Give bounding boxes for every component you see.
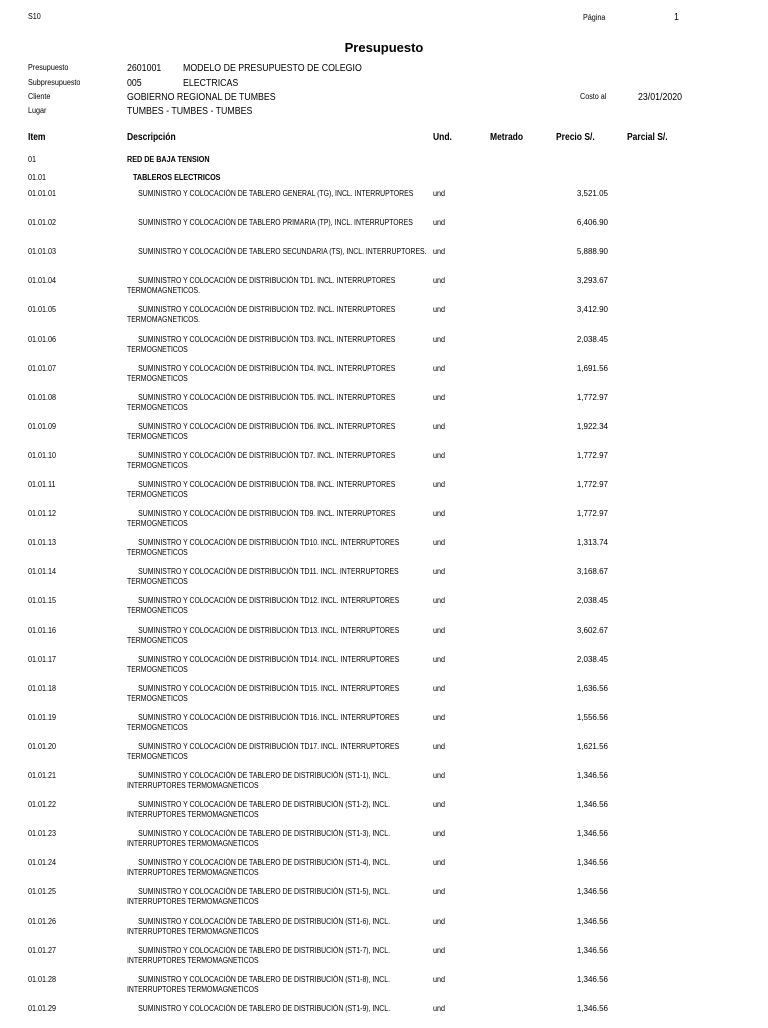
page-number: 1	[674, 12, 679, 23]
table-row	[0, 946, 768, 970]
row-price: 1,772.97	[576, 509, 608, 519]
row-item-code: 01.01.15	[28, 596, 57, 606]
report-code: S10	[28, 12, 41, 21]
table-row	[0, 713, 768, 737]
row-item-code: 01.01.21	[28, 771, 57, 780]
row-unit: und	[433, 392, 446, 402]
row-unit: und	[433, 247, 446, 257]
row-price: 2,038.45	[576, 596, 608, 606]
table-row	[0, 364, 768, 388]
row-unit: und	[433, 800, 446, 810]
table-row	[0, 335, 768, 359]
row-price: 1,691.56	[576, 363, 608, 373]
row-price: 1,346.56	[576, 974, 608, 984]
page-label: Página	[583, 13, 606, 22]
row-unit: und	[433, 450, 446, 460]
row-description-text: SUMINISTRO Y COLOCACIÓN DE DISTRIBUCIÓN TD17. INCL. INTERRUPTORES TERMOGNETICOS	[127, 741, 400, 761]
row-price: 1,621.56	[576, 741, 608, 751]
row-price: 1,922.34	[576, 421, 608, 431]
row-item-code: 01.01.12	[28, 509, 57, 519]
row-unit: und	[433, 421, 446, 431]
table-row	[0, 480, 768, 504]
row-unit: und	[433, 887, 446, 897]
row-description	[127, 917, 428, 937]
row-item-code: 01.01.27	[28, 945, 57, 955]
row-description-text: SUMINISTRO Y COLOCACIÓN DE TABLERO DE DISTRIBUCIÓN (ST1-1), INCL. INTERRUPTORES TERMOMAGNETICOS	[127, 771, 390, 790]
row-price: 1,772.97	[576, 392, 608, 402]
row-price: 3,602.67	[576, 625, 608, 635]
row-unit: und	[433, 509, 446, 519]
row-description-text: SUMINISTRO Y COLOCACIÓN DE DISTRIBUCIÓN TD12. INCL. INTERRUPTORES TERMOGNETICOS	[127, 596, 400, 616]
row-item-code: 01.01.11	[28, 480, 56, 489]
subpresupuesto-code: 005	[127, 78, 142, 89]
row-item-code: 01.01.19	[28, 712, 57, 722]
row-item-code: 01.01.28	[28, 974, 57, 984]
row-unit: und	[433, 1003, 446, 1013]
row-unit: und	[433, 712, 446, 722]
row-price: 1,772.97	[576, 450, 608, 460]
row-unit: und	[433, 567, 446, 577]
row-price: 1,556.56	[576, 712, 608, 722]
row-description	[127, 887, 428, 907]
table-row	[0, 189, 768, 213]
row-description-text: SUMINISTRO Y COLOCACIÓN DE TABLERO SECUNDARIA (TS), INCL. INTERRUPTORES.	[138, 247, 427, 257]
document-title: Presupuesto	[344, 40, 424, 55]
row-description	[127, 858, 428, 878]
column-header-und: Und.	[433, 132, 452, 143]
row-description-text: SUMINISTRO Y COLOCACIÓN DE TABLERO DE DISTRIBUCIÓN (ST1-9), INCL.	[138, 1003, 390, 1013]
row-item-code: 01.01.26	[28, 916, 57, 926]
row-description	[127, 480, 428, 500]
row-item-code: 01.01.01	[28, 189, 57, 198]
row-description	[127, 829, 428, 849]
row-item-code: 01.01.04	[28, 276, 57, 286]
row-item-code: 01.01.20	[28, 741, 57, 751]
table-row	[0, 509, 768, 533]
row-item-code: 01.01.22	[28, 800, 57, 810]
row-item-code: 01.01.10	[28, 450, 57, 460]
row-price: 1,346.56	[576, 858, 608, 868]
subpresupuesto-name: ELECTRICAS	[183, 78, 239, 89]
lugar-value: TUMBES - TUMBES - TUMBES	[127, 106, 253, 117]
row-item-code: 01.01.08	[28, 392, 57, 402]
row-description-text: SUMINISTRO Y COLOCACIÓN DE DISTRIBUCIÓN TD4. INCL. INTERRUPTORES TERMOGNETICOS	[127, 363, 396, 383]
row-description	[127, 335, 428, 355]
row-unit: und	[433, 276, 446, 286]
row-description-text: SUMINISTRO Y COLOCACIÓN DE TABLERO PRIMARIA (TP), INCL. INTERRUPTORES	[138, 218, 413, 228]
row-price: 3,168.67	[576, 567, 608, 577]
row-price: 1,346.56	[576, 916, 608, 926]
row-item-code: 01.01.03	[28, 247, 57, 257]
row-price: 5,888.90	[576, 247, 608, 257]
row-description-text: SUMINISTRO Y COLOCACIÓN DE DISTRIBUCIÓN TD15. INCL. INTERRUPTORES TERMOGNETICOS	[127, 683, 400, 703]
row-description	[127, 189, 428, 199]
row-description-text: SUMINISTRO Y COLOCACIÓN DE DISTRIBUCIÓN TD16. INCL. INTERRUPTORES TERMOGNETICOS	[127, 712, 400, 732]
row-description-text: SUMINISTRO Y COLOCACIÓN DE TABLERO DE DISTRIBUCIÓN (ST1-6), INCL. INTERRUPTORES TERMOMAGNETICOS	[127, 916, 390, 936]
table-row	[0, 451, 768, 475]
row-price: 1,636.56	[576, 683, 608, 693]
row-description	[127, 567, 428, 587]
row-item-code: 01.01.14	[28, 567, 57, 577]
table-row	[0, 684, 768, 708]
table-row	[0, 800, 768, 824]
table-row	[0, 305, 768, 329]
row-description-text: SUMINISTRO Y COLOCACIÓN DE TABLERO DE DISTRIBUCIÓN (ST1-3), INCL. INTERRUPTORES TERMOMAGNETICOS	[127, 829, 390, 849]
section-title: RED DE BAJA TENSION	[127, 155, 210, 164]
row-description-text: SUMINISTRO Y COLOCACIÓN DE TABLERO DE DISTRIBUCIÓN (ST1-5), INCL. INTERRUPTORES TERMOMAGNETICOS	[127, 887, 390, 907]
presupuesto-code: 2601001	[127, 63, 162, 74]
row-description-text: SUMINISTRO Y COLOCACIÓN DE DISTRIBUCIÓN TD3. INCL. INTERRUPTORES TERMOGNETICOS	[127, 334, 396, 354]
row-unit: und	[433, 771, 446, 780]
table-row	[0, 1004, 768, 1028]
row-item-code: 01.01.02	[28, 218, 57, 228]
table-row	[0, 917, 768, 941]
row-price: 3,293.67	[576, 276, 608, 286]
row-unit: und	[433, 858, 446, 868]
costo-label: Costo al	[580, 92, 607, 101]
row-description-text: SUMINISTRO Y COLOCACIÓN DE TABLERO DE DISTRIBUCIÓN (ST1-8), INCL. INTERRUPTORES TERMOMAGNETICOS	[127, 974, 390, 994]
row-item-code: 01.01.13	[28, 538, 57, 548]
row-description	[127, 713, 428, 733]
row-unit: und	[433, 916, 446, 926]
row-unit: und	[433, 538, 446, 548]
row-unit: und	[433, 363, 446, 373]
row-description-text: SUMINISTRO Y COLOCACIÓN DE TABLERO DE DISTRIBUCIÓN (ST1-2), INCL. INTERRUPTORES TERMOMAGNETICOS	[127, 800, 390, 820]
row-price: 1,346.56	[576, 1003, 608, 1013]
row-price: 2,038.45	[576, 334, 608, 344]
row-unit: und	[433, 683, 446, 693]
row-description	[127, 684, 428, 704]
row-description	[127, 596, 428, 616]
row-description	[127, 946, 428, 966]
table-row	[0, 887, 768, 911]
row-description	[127, 975, 428, 995]
row-description	[127, 800, 428, 820]
row-price: 1,346.56	[576, 945, 608, 955]
row-unit: und	[433, 654, 446, 664]
row-item-code: 01.01.17	[28, 654, 57, 664]
lugar-label: Lugar	[28, 106, 47, 115]
table-row	[0, 218, 768, 242]
row-item-code: 01.01.24	[28, 858, 57, 868]
row-description-text: SUMINISTRO Y COLOCACIÓN DE DISTRIBUCIÓN TD14. INCL. INTERRUPTORES TERMOGNETICOS	[127, 654, 400, 674]
row-description-text: SUMINISTRO Y COLOCACIÓN DE DISTRIBUCIÓN TD11. INCL. INTERRUPTORES TERMOGNETICOS	[127, 567, 399, 587]
column-header-parcial: Parcial S/.	[627, 132, 668, 143]
column-header-precio: Precio S/.	[556, 132, 595, 143]
row-item-code: 01.01.06	[28, 334, 57, 344]
row-unit: und	[433, 829, 446, 839]
row-item-code: 01.01.07	[28, 363, 57, 373]
table-row	[0, 975, 768, 999]
presupuesto-label: Presupuesto	[28, 63, 69, 72]
table-row	[0, 829, 768, 853]
row-description-text: SUMINISTRO Y COLOCACIÓN DE DISTRIBUCIÓN TD7. INCL. INTERRUPTORES TERMOGNETICOS	[127, 450, 396, 470]
subpresupuesto-label: Subpresupuesto	[28, 78, 81, 87]
row-item-code: 01.01.25	[28, 887, 57, 897]
row-description-text: SUMINISTRO Y COLOCACIÓN DE DISTRIBUCIÓN TD13. INCL. INTERRUPTORES TERMOGNETICOS	[127, 625, 400, 645]
presupuesto-name: MODELO DE PRESUPUESTO DE COLEGIO	[183, 63, 362, 74]
row-unit: und	[433, 334, 446, 344]
row-unit: und	[433, 189, 446, 198]
row-unit: und	[433, 596, 446, 606]
row-unit: und	[433, 218, 446, 228]
column-header-metrado: Metrado	[490, 132, 524, 143]
row-description	[127, 364, 428, 384]
column-header-descripcion: Descripción	[127, 132, 176, 143]
row-description	[127, 538, 428, 558]
section-item: 01	[28, 155, 37, 164]
table-row	[0, 276, 768, 300]
table-row	[0, 596, 768, 620]
row-unit: und	[433, 305, 446, 315]
row-description-text: SUMINISTRO Y COLOCACIÓN DE TABLERO DE DISTRIBUCIÓN (ST1-7), INCL. INTERRUPTORES TERMOMAGNETICOS	[127, 945, 390, 965]
subsection-title: TABLEROS ELECTRICOS	[133, 173, 221, 182]
costo-date: 23/01/2020	[638, 92, 683, 103]
table-row	[0, 742, 768, 766]
row-description	[127, 655, 428, 675]
row-description-text: SUMINISTRO Y COLOCACIÓN DE DISTRIBUCIÓN TD6. INCL. INTERRUPTORES TERMOGNETICOS	[127, 421, 396, 441]
row-description	[127, 305, 428, 325]
table-row	[0, 422, 768, 446]
row-unit: und	[433, 974, 446, 984]
cliente-value: GOBIERNO REGIONAL DE TUMBES	[127, 92, 276, 103]
row-description	[127, 509, 428, 529]
table-row	[0, 626, 768, 650]
row-price: 3,412.90	[576, 305, 608, 315]
row-price: 1,346.56	[576, 829, 608, 839]
table-row	[0, 247, 768, 271]
row-description-text: SUMINISTRO Y COLOCACIÓN DE TABLERO GENERAL (TG), INCL. INTERRUPTORES	[138, 189, 414, 198]
row-description	[127, 742, 428, 762]
table-row	[0, 858, 768, 882]
row-price: 1,346.56	[576, 887, 608, 897]
row-description	[127, 451, 428, 471]
row-price: 3,521.05	[576, 189, 608, 198]
row-price: 1,313.74	[576, 538, 608, 548]
row-price: 1,346.56	[576, 800, 608, 810]
row-item-code: 01.01.23	[28, 829, 57, 839]
table-row	[0, 771, 768, 795]
row-description-text: SUMINISTRO Y COLOCACIÓN DE TABLERO DE DISTRIBUCIÓN (ST1-4), INCL. INTERRUPTORES TERMOMAGNETICOS	[127, 858, 390, 878]
row-unit: und	[433, 480, 446, 489]
row-description	[127, 276, 428, 296]
table-row	[0, 538, 768, 562]
row-unit: und	[433, 625, 446, 635]
row-description	[127, 1004, 428, 1014]
row-description-text: SUMINISTRO Y COLOCACIÓN DE DISTRIBUCIÓN TD1. INCL. INTERRUPTORES TERMOMAGNETICOS.	[127, 276, 396, 296]
row-price: 6,406.90	[576, 218, 608, 228]
row-unit: und	[433, 945, 446, 955]
column-header-item: Item	[28, 132, 46, 143]
row-description	[127, 218, 428, 228]
row-item-code: 01.01.16	[28, 625, 57, 635]
row-description	[127, 247, 428, 257]
row-price: 1,772.97	[576, 480, 608, 489]
row-description	[127, 422, 428, 442]
row-unit: und	[433, 741, 446, 751]
row-item-code: 01.01.09	[28, 421, 57, 431]
row-description-text: SUMINISTRO Y COLOCACIÓN DE DISTRIBUCIÓN TD2. INCL. INTERRUPTORES TERMOMAGNETICOS.	[127, 305, 396, 325]
row-item-code: 01.01.05	[28, 305, 57, 315]
table-row	[0, 567, 768, 591]
table-row	[0, 655, 768, 679]
row-item-code: 01.01.29	[28, 1003, 57, 1013]
row-description	[127, 393, 428, 413]
table-row	[0, 393, 768, 417]
row-description-text: SUMINISTRO Y COLOCACIÓN DE DISTRIBUCIÓN TD5. INCL. INTERRUPTORES TERMOGNETICOS	[127, 392, 396, 412]
row-description-text: SUMINISTRO Y COLOCACIÓN DE DISTRIBUCIÓN TD10. INCL. INTERRUPTORES TERMOGNETICOS	[127, 538, 400, 558]
row-description	[127, 626, 428, 646]
row-description	[127, 771, 428, 791]
subsection-item: 01.01	[28, 173, 47, 182]
row-price: 2,038.45	[576, 654, 608, 664]
row-description-text: SUMINISTRO Y COLOCACIÓN DE DISTRIBUCIÓN TD9. INCL. INTERRUPTORES TERMOGNETICOS	[127, 509, 396, 529]
row-description-text: SUMINISTRO Y COLOCACIÓN DE DISTRIBUCIÓN TD8. INCL. INTERRUPTORES TERMOGNETICOS	[127, 480, 396, 499]
row-price: 1,346.56	[576, 771, 608, 780]
cliente-label: Cliente	[28, 92, 51, 101]
row-item-code: 01.01.18	[28, 683, 57, 693]
